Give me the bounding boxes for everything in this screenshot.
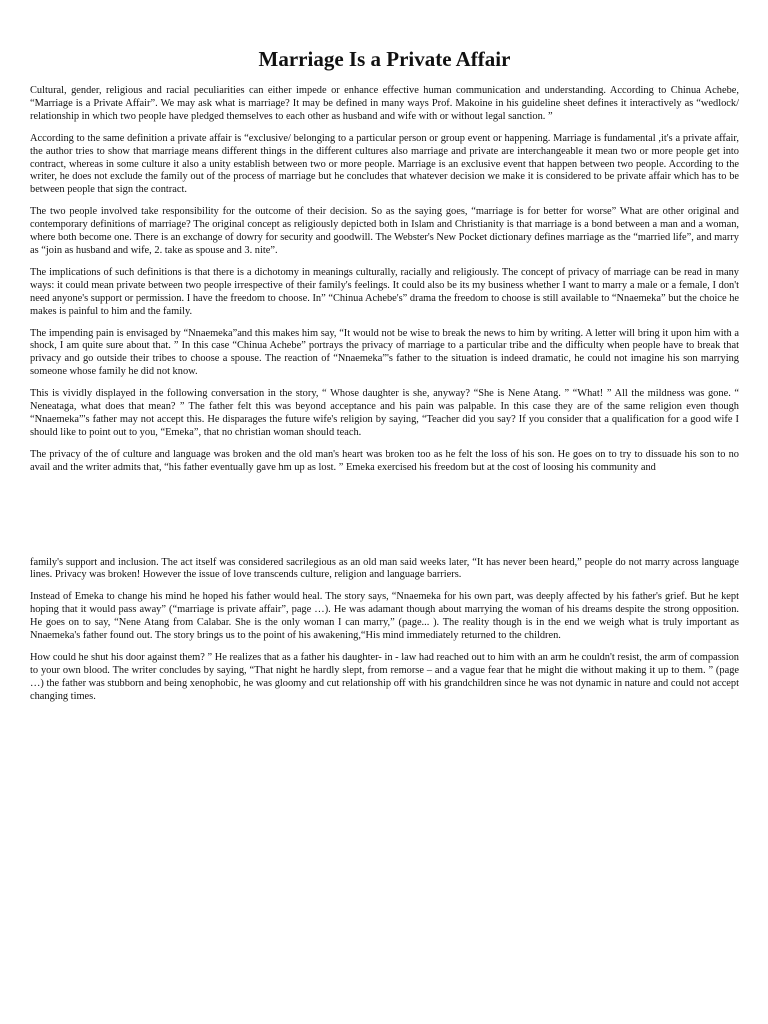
paragraph-9: Instead of Emeka to change his mind he hoped his father would heal. The story says, “Nnaemeka for his own part, was deeply affected by his father's grief. But he kept hoping that it would pass away” (“marriage is private affair”, page …). He was adamant though about marrying the woman of his dreams despite the strong opposition. He goes on to say, “Nene Atang from Calabar. She is the only woman I can marry,” (page... ). The reality though is in the end we weigh what is truly important as Nnaemeka's father found out. The story brings us to the point of his awakening,“His mind immediately returned to the children. (30, 591, 739, 642)
paragraph-6: This is vividly displayed in the following conversation in the story, “ Whose daughter is she, anyway? “She is Nene Atang. ” “What! ” All the mildness was gone. “ Neneataga, what does that mean? ” The father felt this was beyond acceptance and his pain was palpable. In this case they are of the same religion even though “Nnaemeka”'s father may not accept this. He disparages the future wife's religion by saying, “Teacher did you say? If you consider that a qualification for a good wife I should like to point out to you, “Emeka”, that no christian woman should teach. (30, 388, 739, 438)
paragraph-5: The impending pain is envisaged by “Nnaemeka”and this makes him say, “It would not be wise to break the news to him by writing. A letter will bring it upon him with a shock, I am quite sure about that. ” In this case “Chinua Achebe” portrays the privacy of marriage to a particular tribe and the difficulty when people have to break that privacy and go outside their tribes to choose a spouse. The reaction of “Nnaemeka”'s father to the situation is indeed dramatic, he could not imagine his son marrying someone whose family he did not know. (30, 327, 739, 378)
page-title: Marriage Is a Private Affair (258, 47, 511, 71)
paragraph-7: The privacy of the of culture and language was broken and the old man's heart was broken too as he felt the loss of his son. He goes on to try to dissuade his son to no avail and the writer admits that, “his father eventually gave hm up as lost. ” Emeka exercised his freedom but at the cost of loosing his community and (30, 448, 739, 473)
paragraph-3: The two people involved take responsibility for the outcome of their decision. So as the saying goes, “marriage is for better for worse” What are other original and contemporary definitions of marriage? The original concept as religiously depicted both in Islam and Christianity is that marriage is a bond between a man and a woman, where both become one. There is an exchange of dowry for security and goodwill. The Webster's New Pocket dictionary defines marriage as the “married life”, and marry as “join as husband and wife, 2. take as spouse and 3. nite”. (30, 206, 739, 256)
paragraph-8: family's support and inclusion. The act itself was considered sacrilegious as an old man said weeks later, “It has never been heard,” people do not marry across language lines. Privacy was broken! However the issue of love transcends culture, religion and language barriers. (30, 556, 739, 581)
paragraph-2: According to the same definition a private affair is “exclusive/ belonging to a particular person or group event or happening. Marriage is fundamental ,it's a private affair, the author tries to show that marriage means different things in the different cultures also marriage and private are interchangeable it mean two or more people get into contract, whereas in some culture it also a unity establish between two or more people. Marriage is an exclusive event that happen between two people. According to the writer, he does not exclude the family out of the process of marriage but he concludes that whatever decision we make it is considered to be private affair which has to be between people that sign the contract. (30, 132, 739, 196)
paragraph-1: Cultural, gender, religious and racial peculiarities can either impede or enhance effective human communication and understanding. According to Chinua Achebe, “Marriage is a Private Affair”. We may ask what is marriage? It may be defined in many ways Prof. Makoine in his guideline sheet defines it interactively as “wedlock/ relationship in which two people have pledged themselves to each other as husband and wife with or without legal sanction. ” (30, 85, 739, 122)
paragraph-4: The implications of such definitions is that there is a dichotomy in meanings culturally, racially and religiously. The concept of privacy of marriage can be read in many ways: it could mean private between two people irrespective of their family's feelings. It could also be its my business whether I want to marry a male or a female, I don't need anyone's support or permission. I have the freedom to choose. In” “Chinua Achebe's” drama the freedom to choose is still available to “Nnaemeka” but the choice he makes is painful to him and the family. (30, 266, 739, 317)
page-break-gap (30, 475, 739, 557)
paragraph-10: How could he shut his door against them? ” He realizes that as a father his daughter- in - law had reached out to him with an arm he couldn't resist, the arm of compassion to your own blood. The writer concludes by saying, “That night he hardly slept, from remorse – and a vague fear that he might die without making it up to them. ” (page …) the father was stubborn and being xenophobic, he was gloomy and cut relationship off with his grandchildren since he was not dynamic in nature and could not accept changing times. (30, 652, 739, 702)
